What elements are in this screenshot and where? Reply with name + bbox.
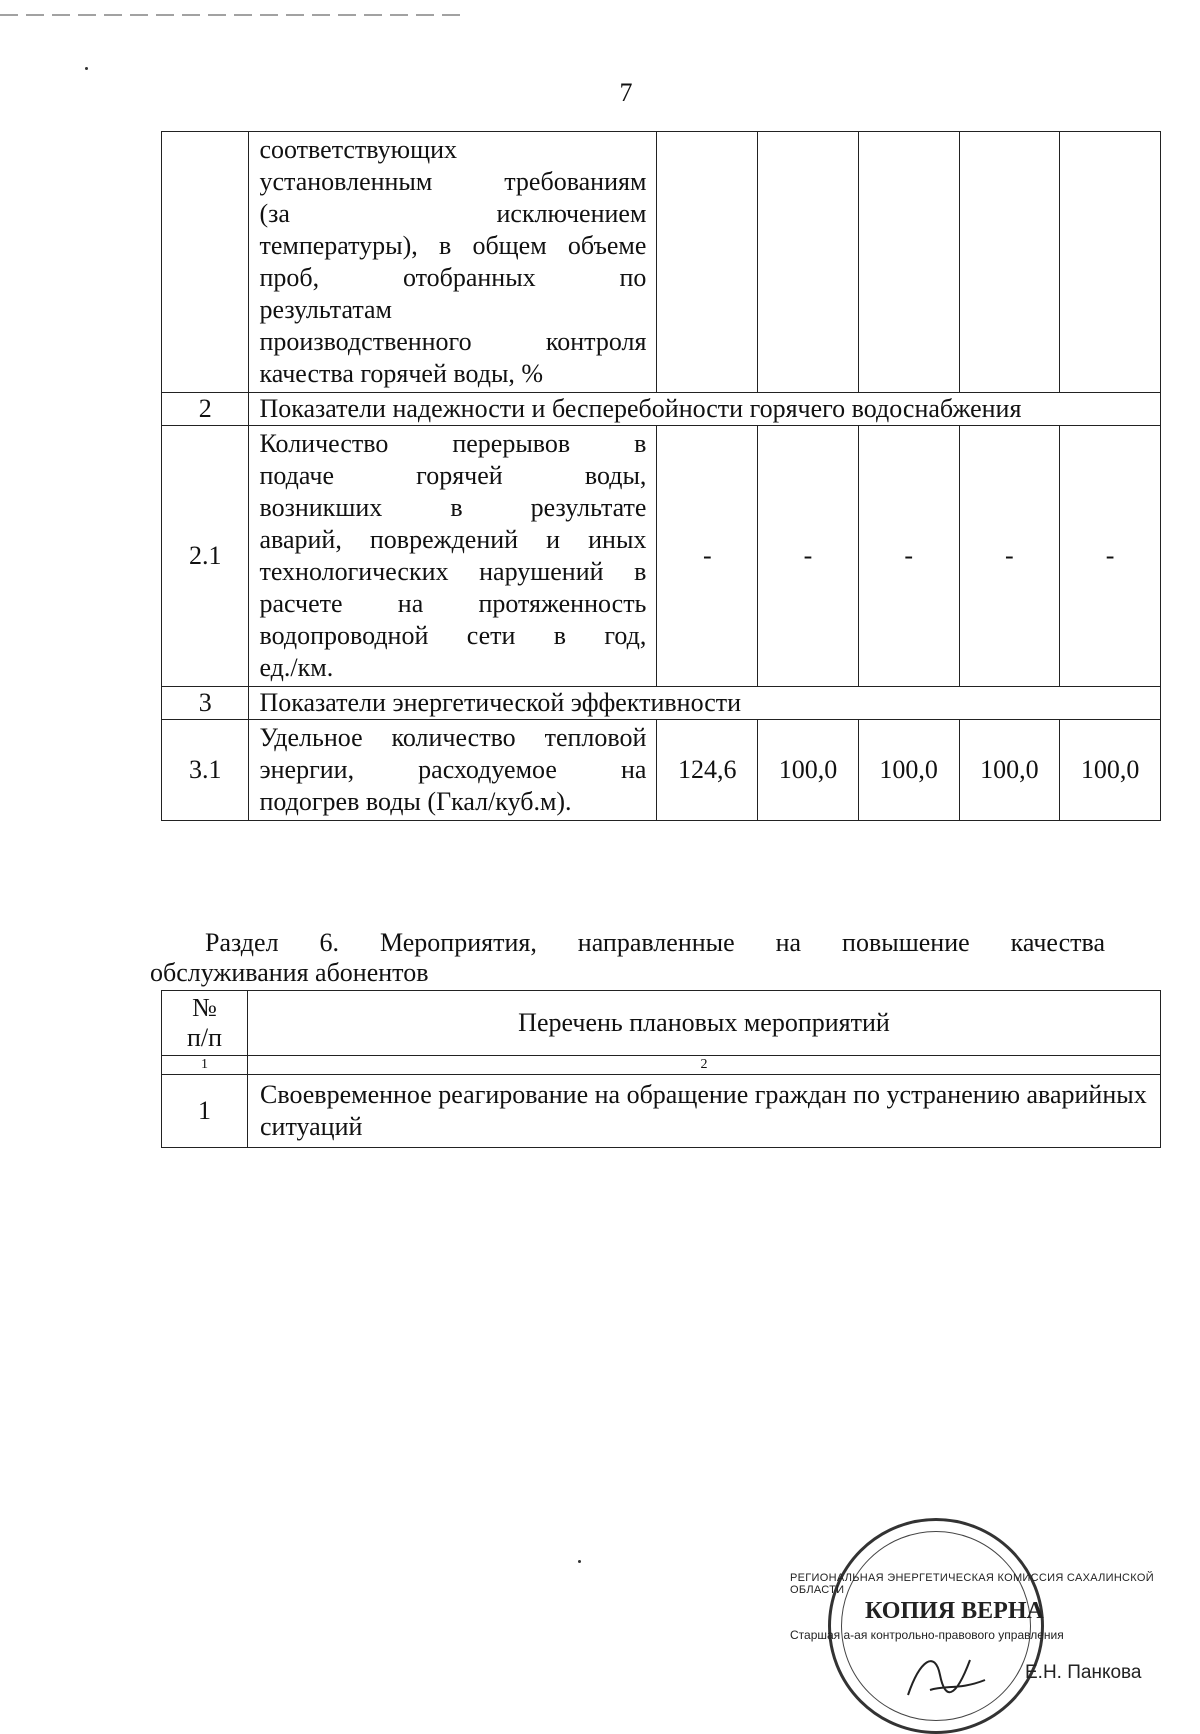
value-cell: - bbox=[1060, 426, 1161, 687]
desc-line: проб, отобранных по bbox=[259, 263, 647, 292]
row-description bbox=[249, 720, 657, 821]
value-cell: 124,6 bbox=[657, 720, 758, 821]
section-title: Показатели энергетической эффективности bbox=[249, 687, 1161, 720]
desc-line: Удельное количество тепловой bbox=[259, 723, 647, 752]
desc-line: установленным требованиям bbox=[259, 167, 647, 196]
value-cell bbox=[657, 132, 758, 393]
item-number: 1 bbox=[162, 1075, 248, 1148]
value-cell: 100,0 bbox=[858, 720, 959, 821]
column-index: 1 bbox=[162, 1056, 248, 1075]
column-index-row bbox=[162, 1056, 1161, 1075]
section-heading-line: Раздел 6. Мероприятия, направленные на повышение качества bbox=[205, 928, 1105, 957]
desc-line: результатам bbox=[259, 295, 392, 324]
section-row bbox=[162, 687, 1161, 720]
column-index: 2 bbox=[248, 1056, 1161, 1075]
desc-line: подаче горячей воды, bbox=[259, 461, 647, 490]
value-cell bbox=[959, 132, 1060, 393]
stamp-title: КОПИЯ ВЕРНА bbox=[865, 1598, 1044, 1624]
scan-speck bbox=[578, 1560, 581, 1563]
desc-line: технологических нарушений в bbox=[259, 557, 647, 586]
desc-line: аварий, повреждений и иных bbox=[259, 525, 647, 554]
section-heading-line: обслуживания абонентов bbox=[150, 958, 429, 987]
stamp-position: Старшая а-ая контрольно-правового управления bbox=[790, 1628, 1064, 1642]
desc-line: соответствующих bbox=[259, 135, 458, 164]
value-cell: - bbox=[657, 426, 758, 687]
desc-line: расчете на протяженность bbox=[259, 589, 647, 618]
row-number-cell bbox=[162, 132, 249, 393]
table-row bbox=[162, 1075, 1161, 1148]
row-description bbox=[249, 426, 657, 687]
section-row bbox=[162, 393, 1161, 426]
stamp-organization: РЕГИОНАЛЬНАЯ ЭНЕРГЕТИЧЕСКАЯ КОМИССИЯ САХАЛИНСКОЙ ОБЛАСТИ bbox=[790, 1572, 1154, 1596]
value-cell: 100,0 bbox=[1060, 720, 1161, 821]
desc-line: водопроводной сети в год, bbox=[259, 621, 647, 650]
desc-line: качества горячей воды, % bbox=[259, 359, 544, 388]
desc-line: ед./км. bbox=[259, 653, 334, 682]
value-cell bbox=[1060, 132, 1161, 393]
section-title: Показатели надежности и бесперебойности горячего водоснабжения bbox=[249, 393, 1161, 426]
table-header-row bbox=[162, 991, 1161, 1056]
section-heading bbox=[150, 928, 1105, 988]
column-header-title: Перечень плановых мероприятий bbox=[248, 991, 1161, 1056]
indicators-table bbox=[161, 131, 1161, 821]
column-header-number: № п/п bbox=[162, 991, 248, 1056]
row-number: 3.1 bbox=[162, 720, 249, 821]
item-text: Своевременное реагирование на обращение граждан по устранению аварийных ситуаций bbox=[248, 1075, 1161, 1148]
page-number: 7 bbox=[619, 78, 633, 107]
handwritten-signature bbox=[900, 1640, 990, 1710]
row-number: 2.1 bbox=[162, 426, 249, 687]
desc-line: возникших в результате bbox=[259, 493, 647, 522]
section-number: 3 bbox=[162, 687, 249, 720]
value-cell: 100,0 bbox=[959, 720, 1060, 821]
desc-line: Количество перерывов в bbox=[259, 429, 647, 458]
value-cell: - bbox=[858, 426, 959, 687]
desc-line: температуры), в общем объеме bbox=[259, 231, 647, 260]
table-row bbox=[162, 132, 1161, 393]
desc-line: энергии, расходуемое на bbox=[259, 755, 647, 784]
table-row bbox=[162, 426, 1161, 687]
value-cell: - bbox=[959, 426, 1060, 687]
desc-line: производственного контроля bbox=[259, 327, 647, 356]
value-cell bbox=[758, 132, 859, 393]
section-number: 2 bbox=[162, 393, 249, 426]
scan-artifact bbox=[0, 14, 460, 16]
value-cell bbox=[858, 132, 959, 393]
value-cell: - bbox=[758, 426, 859, 687]
table-row bbox=[162, 720, 1161, 821]
stamp-name: Е.Н. Панкова bbox=[1025, 1662, 1142, 1683]
measures-table bbox=[161, 990, 1161, 1148]
desc-line: подогрев воды (Гкал/куб.м). bbox=[259, 787, 572, 816]
value-cell: 100,0 bbox=[758, 720, 859, 821]
scan-speck bbox=[85, 67, 88, 70]
row-description bbox=[249, 132, 657, 393]
desc-line: (за исключением bbox=[259, 199, 647, 228]
